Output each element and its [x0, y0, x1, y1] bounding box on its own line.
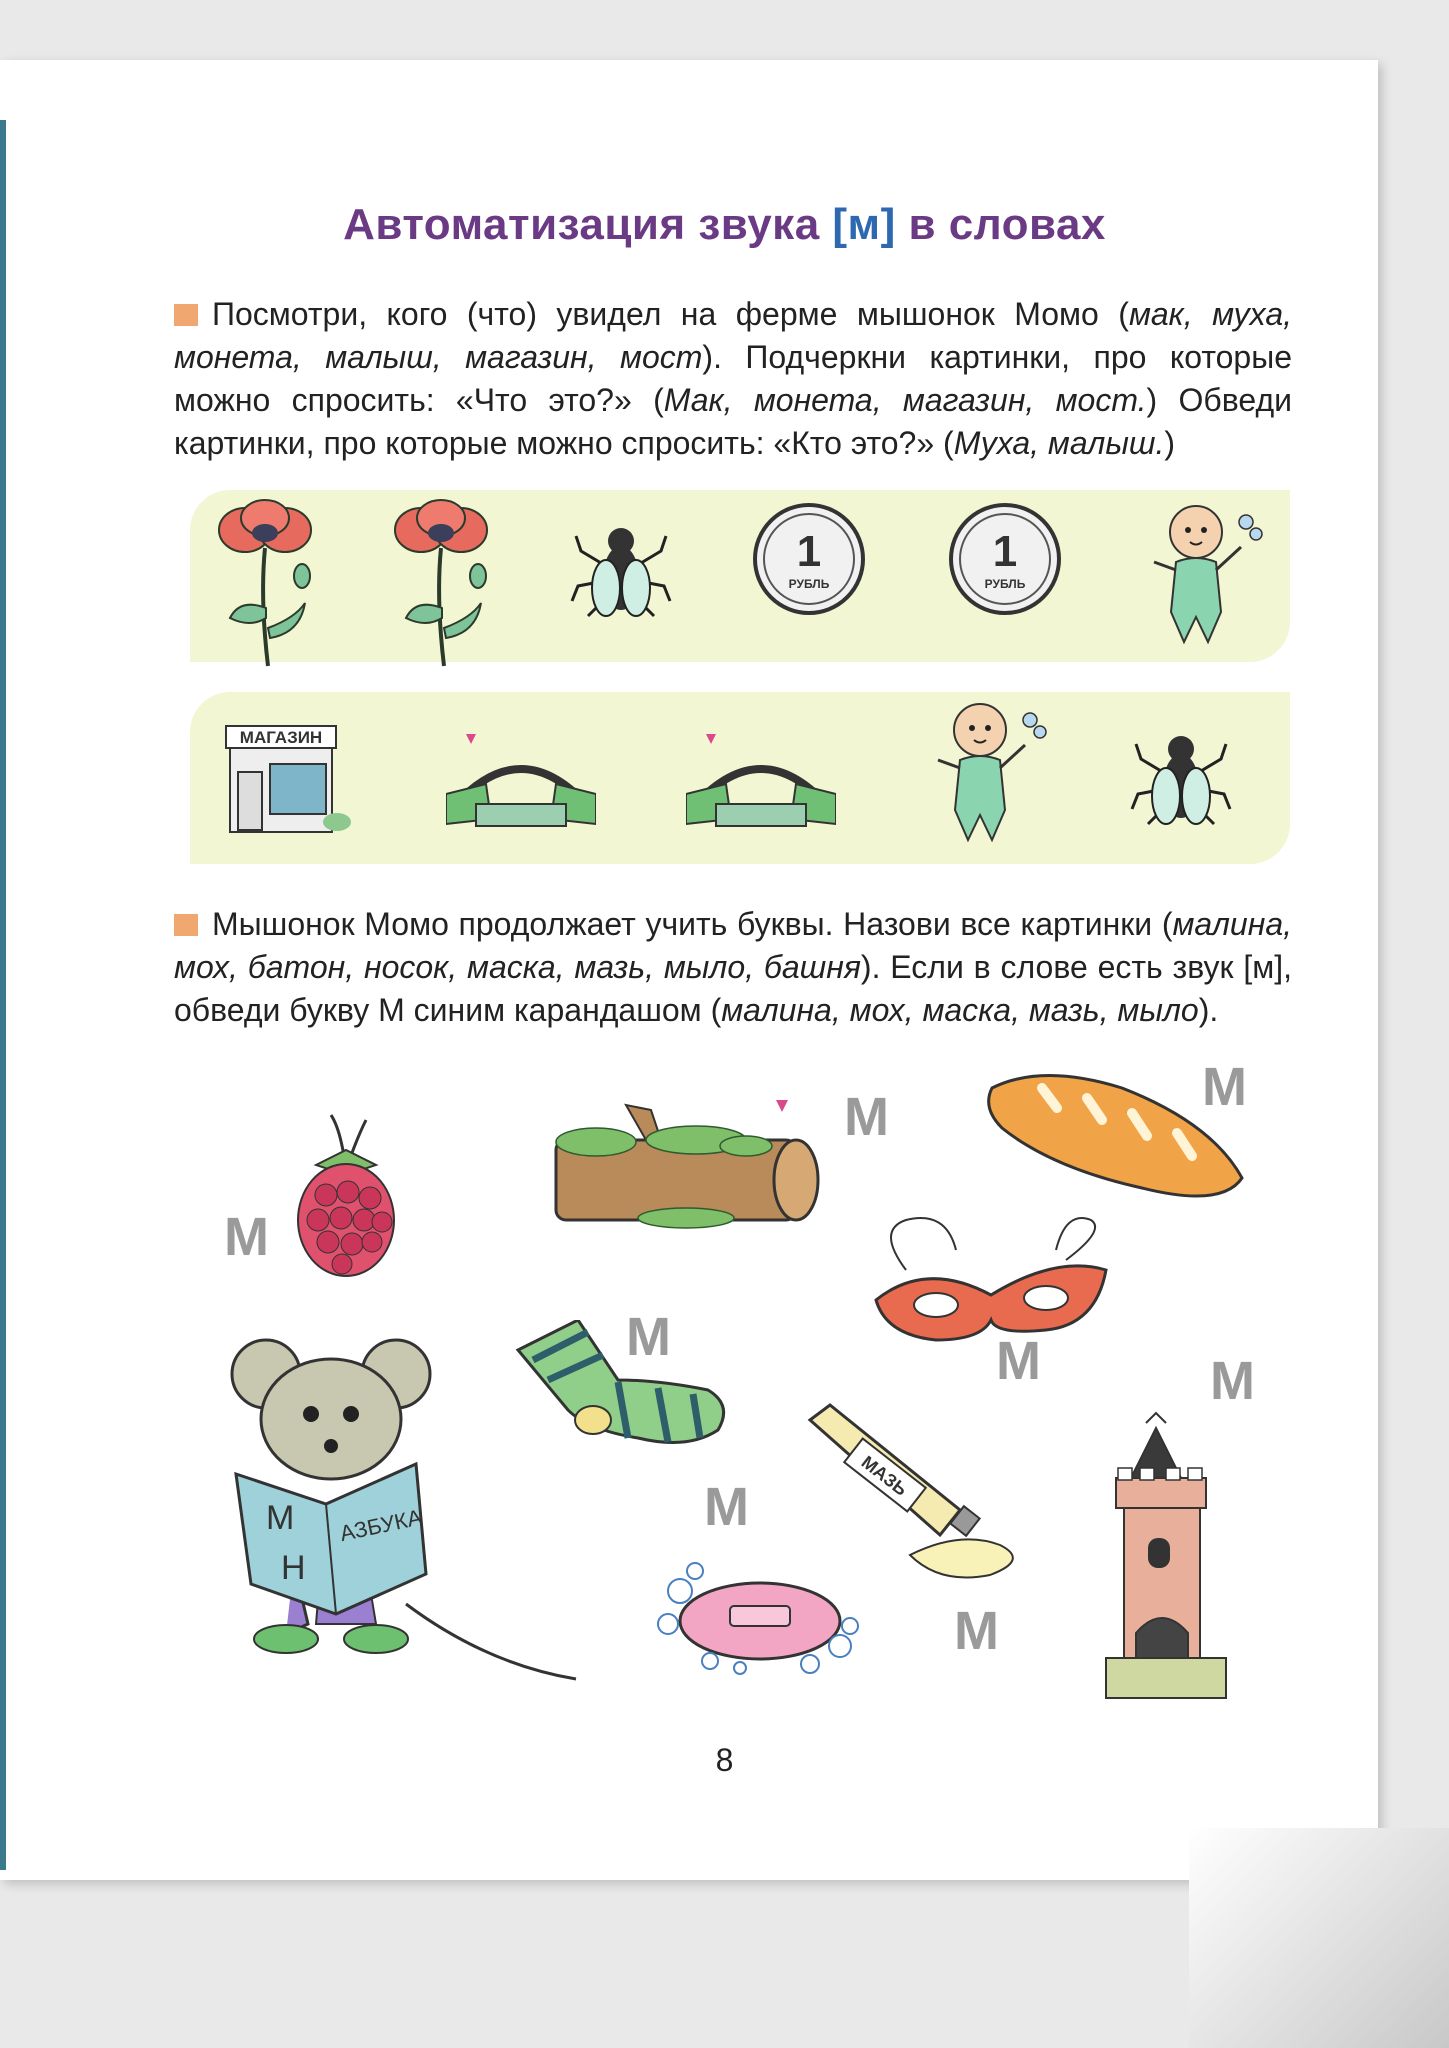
coin-label: РУБЛЬ: [984, 577, 1026, 591]
letter-m-ointment[interactable]: М: [954, 1601, 999, 1661]
book-title: АЗБУКА: [337, 1504, 425, 1547]
task1-text2: ). Подчеркни картинки, про которые можно спросить: «Что это?» (: [174, 339, 1293, 418]
bridge-icon: [446, 724, 596, 834]
bridge-icon: [686, 724, 836, 834]
mask-icon: [866, 1210, 1116, 1360]
tube-label: МАЗЬ: [857, 1451, 912, 1500]
fly-icon: [566, 506, 676, 626]
title-sound: [м]: [832, 200, 896, 249]
coin-icon: [750, 500, 868, 618]
book-spine: [0, 120, 6, 1870]
raspberry-icon: [286, 1110, 406, 1280]
moss-log-icon: [536, 1090, 836, 1240]
task-1-text: [174, 293, 1292, 465]
task-2-text: [174, 903, 1292, 1032]
letter-m-moss[interactable]: М: [844, 1087, 889, 1147]
poppy-icon: [386, 488, 496, 668]
coin-icon: [946, 500, 1064, 618]
baby-icon: [1146, 492, 1266, 652]
poppy-icon: [210, 488, 320, 668]
letter-m-sock[interactable]: М: [626, 1307, 671, 1367]
title-prefix: Автоматизация звука: [343, 200, 833, 249]
letter-m-mask[interactable]: М: [996, 1331, 1041, 1391]
book-letter-m: М: [266, 1499, 295, 1537]
fly-icon: [1126, 714, 1236, 834]
book-letter-n: Н: [281, 1549, 306, 1587]
letter-m-soap[interactable]: М: [704, 1477, 749, 1537]
task2-text3: ).: [1198, 992, 1219, 1028]
page-corner-shadow: [1189, 1828, 1449, 2048]
shop-sign: МАГАЗИН: [239, 728, 323, 747]
coin-label: РУБЛЬ: [788, 577, 830, 591]
task1-italic1: мак, муха, монета, малыш, магазин, мост: [174, 296, 1293, 375]
coin-value: 1: [796, 527, 822, 576]
tower-icon: [1096, 1408, 1236, 1708]
letter-m-tower[interactable]: М: [1210, 1351, 1255, 1411]
sock-icon: [508, 1320, 738, 1460]
page-number: 8: [715, 1742, 734, 1778]
task2-text2: ). Если в слове есть звук [м], обведи букву М синим карандашом (: [174, 949, 1292, 1028]
picture-row-1: [190, 490, 1290, 662]
letter-m-bread[interactable]: М: [1202, 1057, 1247, 1117]
letter-m-raspberry[interactable]: М: [224, 1207, 269, 1267]
baby-icon: [930, 690, 1050, 850]
task1-italic3: Муха, малыш.: [953, 425, 1165, 461]
task2-italic2: малина, мох, маска, мазь, мыло: [721, 992, 1199, 1028]
task2-italic1: малина, мох, батон, носок, маска, мазь, мыло, башня: [174, 906, 1292, 985]
task1-text3: ) Обведи картинки, про которые можно спросить: «Кто это?» (: [174, 382, 1293, 461]
task1-italic2: Мак, монета, магазин, мост.: [663, 382, 1147, 418]
page-title: [0, 200, 1449, 250]
bullet-square-icon: [174, 304, 198, 326]
bullet-square-icon: [174, 914, 198, 936]
task1-text1: Посмотри, кого (что) увидел на ферме мышонок Момо (: [212, 296, 1129, 332]
shop-icon: [222, 722, 352, 837]
task1-text4: ): [1164, 425, 1175, 461]
coin-value: 1: [992, 527, 1018, 576]
soap-icon: [650, 1546, 870, 1686]
task2-text1: Мышонок Момо продолжает учить буквы. Назови все картинки (: [212, 906, 1173, 942]
title-suffix: в словах: [895, 200, 1106, 249]
